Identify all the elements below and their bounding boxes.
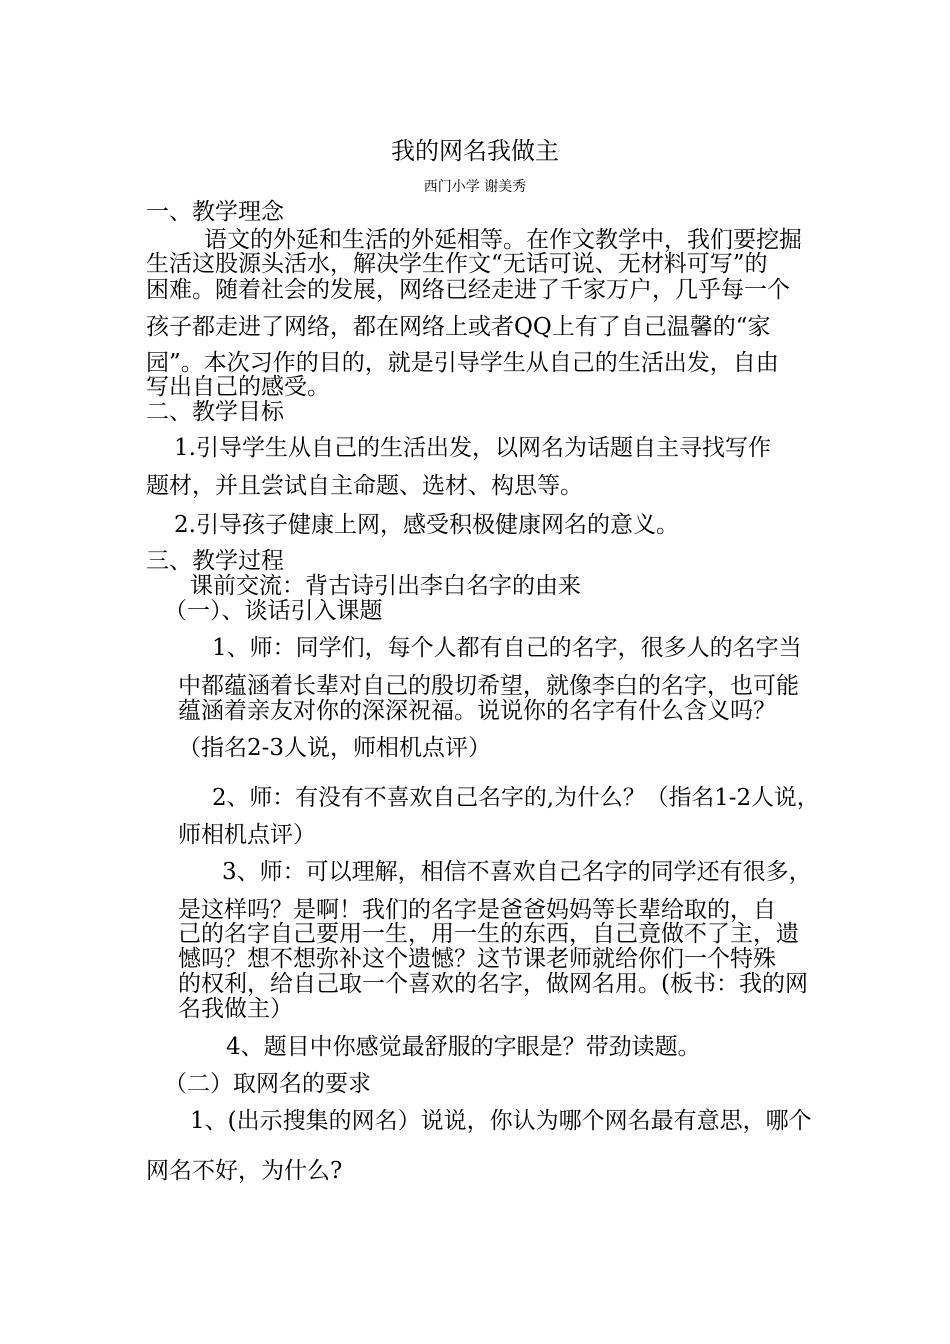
paragraph-line: 是这样吗？是啊！我们的名字是爸爸妈妈等长辈给取的，自 [178, 897, 776, 923]
paragraph-line: 3、师：可以理解，相信不喜欢自己名字的同学还有很多， [222, 859, 812, 885]
paragraph-line: 己的名字自己要用一生，用一生的东西，自己竟做不了主，遗 [178, 921, 799, 947]
subsection-heading: （一）、谈话引入课题 [164, 598, 383, 624]
paragraph-line: 孩子都走进了网络，都在网络上或者QQ上有了自己温馨的“家 [146, 314, 771, 340]
section-heading-3: 三、教学过程 [146, 548, 284, 574]
paragraph-line: 师相机点评） [178, 822, 316, 848]
section-heading-1: 一、教学理念 [146, 199, 284, 225]
paragraph-line: 生活这股源头活水，解决学生作文“无话可说、无材料可写”的 [146, 251, 768, 277]
paragraph-line: 园”。本次习作的目的，就是引导学生从自己的生活出发，自由 [146, 350, 779, 376]
paragraph-line: 1.引导学生从自己的生活出发，以网名为话题自主寻找写作 [174, 435, 771, 461]
paragraph-line: 蕴涵着亲友对你的深深祝福。说说你的名字有什么含义吗？ [178, 698, 776, 724]
paragraph-line: 题材，并且尝试自主命题、选材、构思等。 [146, 473, 583, 499]
paragraph-line: 1、师：同学们，每个人都有自己的名字，很多人的名字当 [212, 635, 802, 661]
paragraph-line: 名我做主） [178, 996, 293, 1022]
subsection-heading: （二）取网名的要求 [164, 1071, 371, 1097]
paragraph-line: 中都蕴涵着长辈对自己的殷切希望，就像李白的名字，也可能 [178, 673, 799, 699]
paragraph-line: 4、题目中你感觉最舒服的字眼是？带劲读题。 [226, 1034, 701, 1060]
paragraph-line: 1、(出示搜集的网名）说说，你认为哪个网名最有意思，哪个 [190, 1108, 812, 1134]
paragraph-line: 困难。随着社会的发展，网络已经走进了千家万户，几乎每一个 [146, 277, 790, 303]
paragraph-line: 写出自己的感受。 [146, 374, 330, 400]
paragraph-line: 的权利，给自己取一个喜欢的名字，做网名用。(板书：我的网 [178, 971, 808, 997]
paragraph-line: 2.引导孩子健康上网，感受积极健康网名的意义。 [174, 512, 679, 538]
section-heading-2: 二、教学目标 [146, 399, 284, 425]
document-title: 我的网名我做主 [391, 137, 559, 165]
paragraph-line: 网名不好，为什么? [146, 1158, 343, 1184]
paragraph-line: （指名2-3人说，师相机点评） [178, 735, 492, 761]
document-author: 西门小学 谢美秀 [423, 179, 527, 195]
paragraph-line: 课前交流：背古诗引出李白名字的由来 [190, 573, 581, 599]
paragraph-line: 憾吗？想不想弥补这个遗憾？这节课老师就给你们一个特殊 [178, 946, 776, 972]
paragraph-line: 语文的外延和生活的外延相等。在作文教学中，我们要挖掘 [204, 227, 802, 253]
paragraph-line: 2、师：有没有不喜欢自己名字的,为什么？（指名1-2人说， [212, 785, 820, 811]
